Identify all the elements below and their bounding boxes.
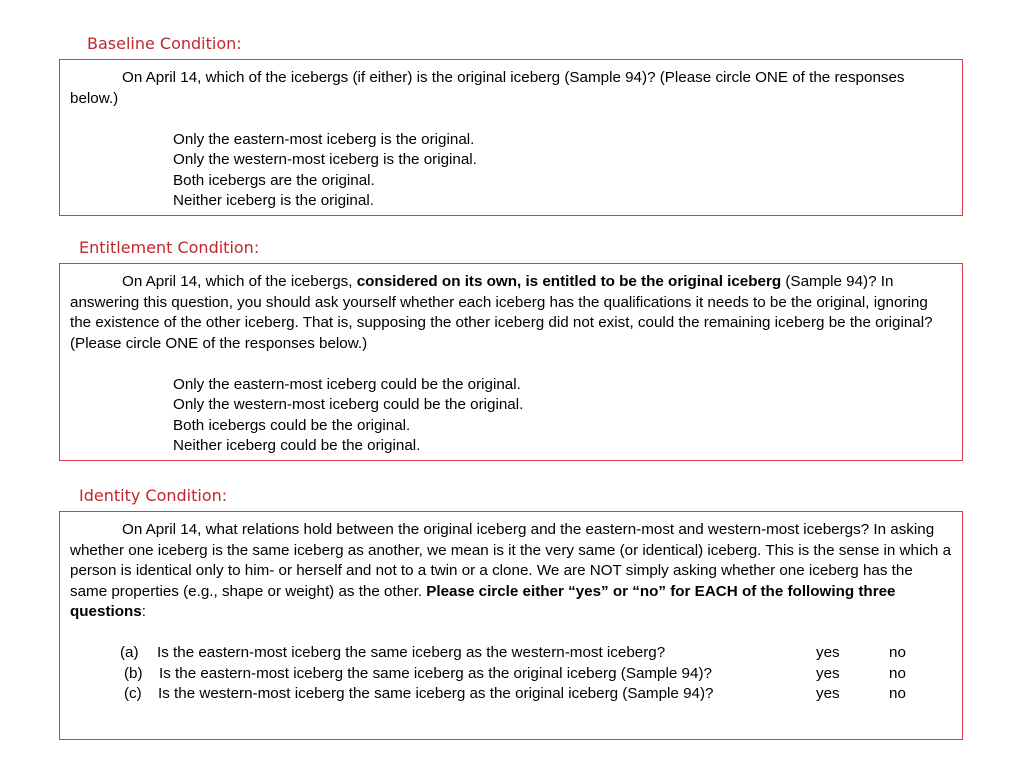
yes-option[interactable]: yes [816, 685, 840, 702]
entitlement-option-eastern[interactable]: Only the eastern-most iceberg could be the original. [173, 375, 521, 393]
entitlement-option-both[interactable]: Both icebergs could be the original. [173, 416, 411, 434]
entitlement-question-end: (Sample 94)? In answering this question, you should ask yourself whether each iceberg has the qualifications it needs to be the original, ignoring the existence of the other iceberg. That is, supposing the other iceberg did not exist, could the remaining iceberg be the original? (Please circle ONE of the responses below.) [70, 273, 933, 352]
no-option[interactable]: no [889, 644, 906, 661]
baseline-question: On April 14, which of the icebergs (if either) is the original iceberg (Sample 94)? (Please circle ONE of the responses below.) [70, 69, 905, 107]
identity-question-end: : [141, 603, 146, 620]
question-label: (c) [124, 685, 142, 702]
baseline-option-both[interactable]: Both icebergs are the original. [173, 171, 375, 189]
identity-question-emphasis: Please circle either “yes” or “no” for EACH of the following three questions [70, 582, 896, 620]
entitlement-option-neither[interactable]: Neither iceberg could be the original. [173, 437, 421, 454]
baseline-options [70, 130, 952, 212]
yes-option[interactable]: yes [816, 664, 840, 682]
baseline-condition-title: Baseline Condition: [87, 34, 242, 53]
identity-question [70, 520, 952, 623]
entitlement-options [70, 375, 952, 457]
entitlement-condition-title: Entitlement Condition: [79, 238, 260, 257]
identity-condition-title: Identity Condition: [79, 486, 228, 505]
question-text: Is the eastern-most iceberg the same iceberg as the western-most iceberg? [157, 644, 666, 661]
question-label: (a) [120, 644, 139, 661]
no-option[interactable]: no [889, 685, 906, 702]
identity-question-row [70, 664, 952, 685]
entitlement-question-emphasis: considered on its own, is entitled to be the original iceberg [356, 273, 782, 290]
question-text: Is the western-most iceberg the same iceberg as the original iceberg (Sample 94)? [158, 685, 714, 702]
identity-question-row [70, 684, 952, 705]
baseline-option-western[interactable]: Only the western-most iceberg is the original. [173, 151, 477, 168]
entitlement-question-start: On April 14, which of the icebergs, [122, 273, 357, 290]
yes-option[interactable]: yes [816, 644, 840, 661]
identity-question-start: On April 14, what relations hold between the original iceberg and the eastern-most and western-most icebergs? In asking whether one iceberg is the same iceberg as another, we mean is it the very same (or identical) iceberg. This is the sense in which a person is identical only to him- or herself and not to a twin or a clone. We are NOT simply asking whether one iceberg has the same properties (e.g., shape or weight) as the other. [70, 521, 952, 600]
baseline-condition-box [59, 59, 963, 216]
no-option[interactable]: no [889, 664, 906, 682]
entitlement-condition-box [59, 263, 963, 461]
question-label: (b) [124, 664, 143, 682]
identity-condition-box [59, 511, 963, 740]
entitlement-question [70, 272, 952, 354]
baseline-option-neither[interactable]: Neither iceberg is the original. [173, 192, 374, 209]
entitlement-option-western[interactable]: Only the western-most iceberg could be the original. [173, 396, 524, 413]
baseline-option-eastern[interactable]: Only the eastern-most iceberg is the original. [173, 130, 475, 148]
question-text: Is the eastern-most iceberg the same iceberg as the original iceberg (Sample 94)? [159, 664, 712, 682]
identity-question-row [70, 643, 952, 664]
